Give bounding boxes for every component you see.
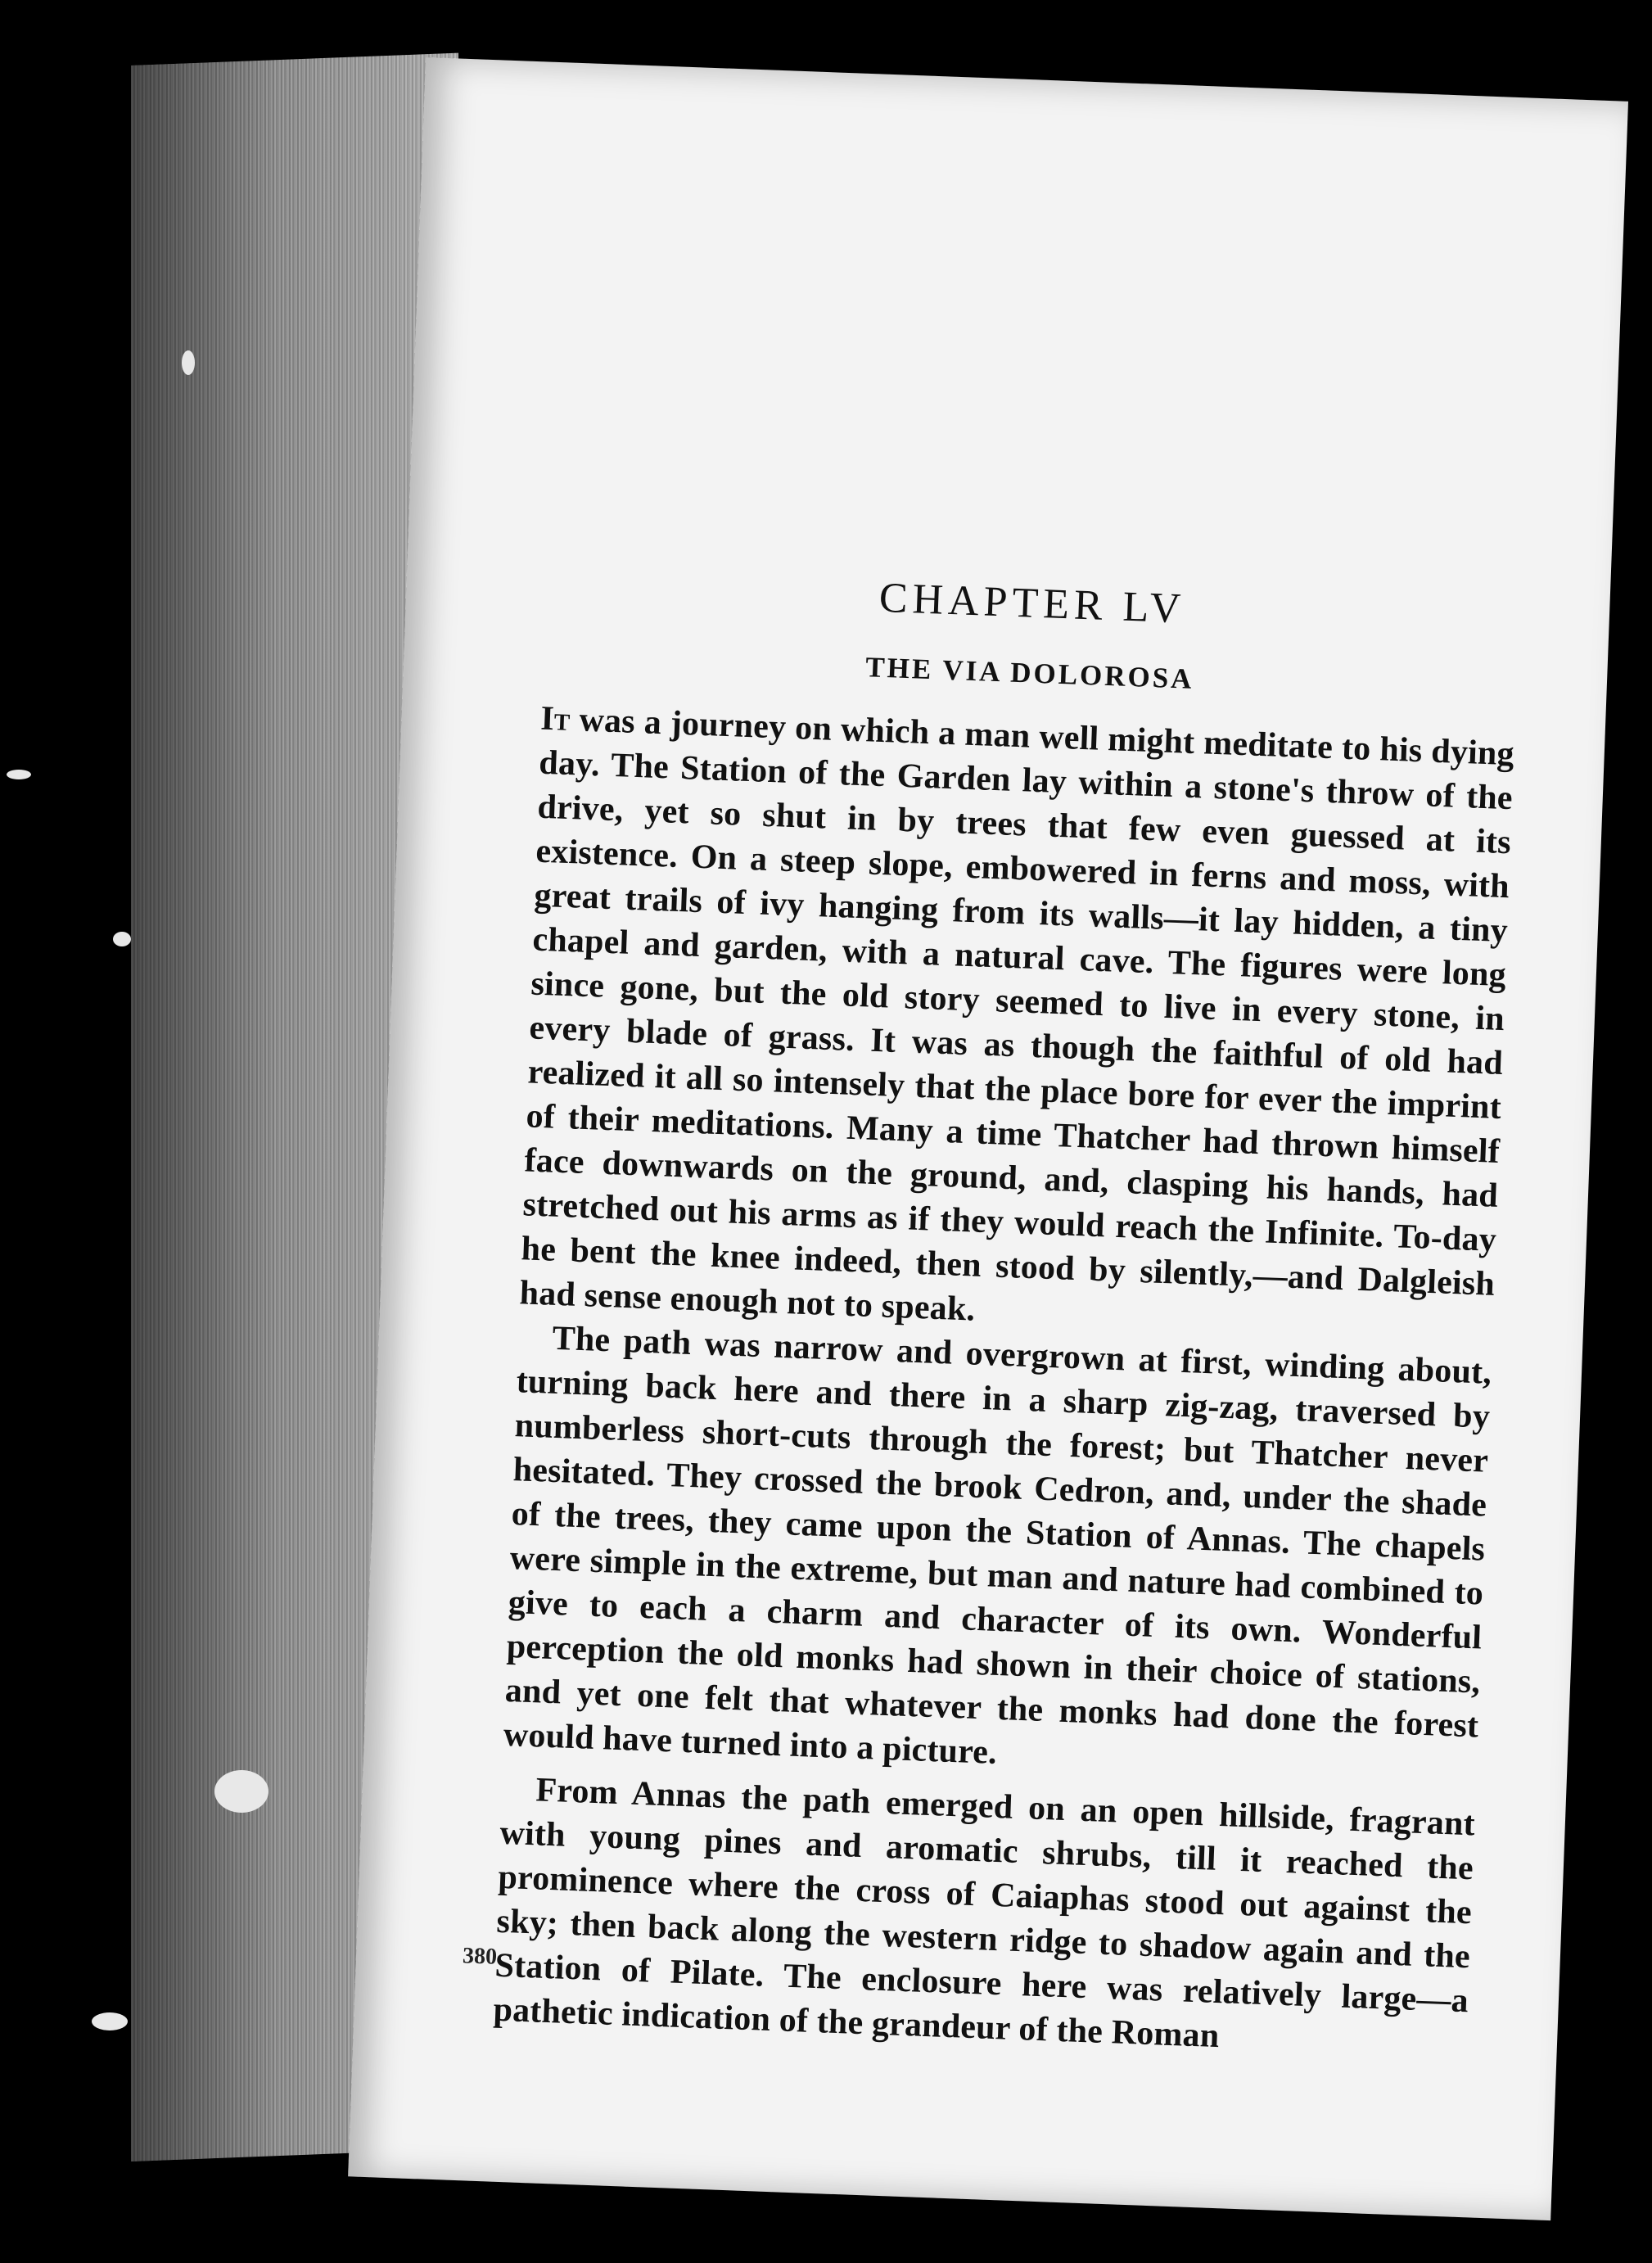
scan-speck [182, 350, 195, 375]
scan-speck [113, 932, 131, 946]
paragraph-1 [519, 697, 1515, 1351]
paragraph-lead-word: It [539, 699, 571, 739]
paragraph-2 [503, 1315, 1492, 1792]
paragraph-text: The path was narrow and overgrown at first, winding about, turning back here and there in a sharp zig-zag, traversed by numberless short-cuts through the forest; but Thatcher never hesitated. They crossed the brook Cedron, and, under the shade of the trees, they came upon the Station of Annas. The chapels were simple in the extreme, but man and nature had combined to give to each a charm and character of its own. Wonderful perception the old monks had shown in their choice of stations, and yet one felt that whatever the monks had done the forest would have turned into a picture. [503, 1319, 1492, 1772]
scan-speck [7, 770, 31, 779]
paragraph-text: was a journey on which a man well might meditate to his dying day. The Station of the Garden lay within a stone's throw of the drive, yet so shut in by trees that few even guessed at its existence. On a steep slope, embowered in ferns and moss, with great trails of ivy hanging from its walls—it lay hidden, a tiny chapel and garden, with a natural cave. The figures were long since gone, but the old story seemed to live in every stone, in every blade of grass. It was as though the faithful of old had realized it all so intensely that the place bore for ever the imprint of their meditations. Many a time Thatcher had thrown himself face downwards on the ground, and, clasping his hands, had stretched out his arms as if they would reach the Infinite. To-day he bent the knee indeed, then stood by silently,—and Dalgleish had sense enough not to speak. [518, 701, 1515, 1329]
chapter-title: CHAPTER LV [878, 574, 1187, 633]
page-number: 380 [462, 1943, 498, 1970]
page-text-block [493, 562, 1520, 2067]
paragraph-text: From Annas the path emerged on an open hillside, fragrant with young pines and aromatic shrubs, till it reached the prominence where the cross of Caiaphas stood out against the sky; then back along the western ridge to shadow again and the Station of Pilate. The enclosure here was relatively large—a pathetic indication of the grandeur of the Roman [492, 1771, 1476, 2056]
chapter-body [493, 697, 1515, 2068]
scan-speck [214, 1770, 269, 1813]
scan-speck [92, 2012, 128, 2030]
chapter-subtitle: THE VIA DOLOROSA [864, 651, 1195, 695]
paragraph-3 [493, 1767, 1476, 2067]
book-page [348, 57, 1628, 2220]
